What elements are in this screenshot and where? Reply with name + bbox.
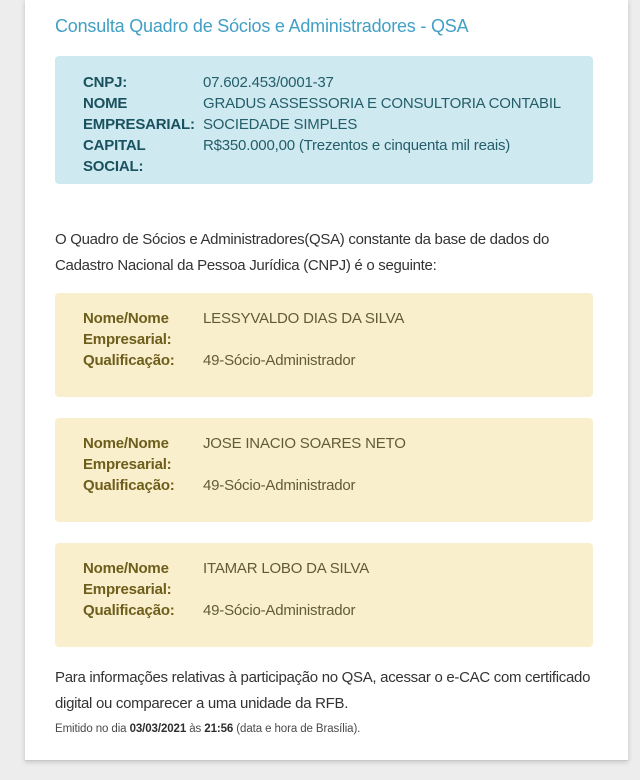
- partner-name-value: ITAMAR LOBO DA SILVA: [203, 560, 370, 577]
- company-name-value: GRADUS ASSESSORIA E CONSULTORIA CONTABIL SOCIEDADE SIMPLES: [203, 95, 561, 133]
- partner-box: [55, 293, 593, 397]
- page-title: Consulta Quadro de Sócios e Administradores - QSA: [55, 16, 469, 36]
- partner-name-label: Nome/Nome Empresarial:: [83, 560, 172, 598]
- intro-paragraph: O Quadro de Sócios e Administradores(QSA) constante da base de dados do Cadastro Nacional da Pessoa Jurídica (CNPJ) é o seguinte:: [55, 231, 550, 274]
- partner-box: [55, 543, 593, 647]
- partner-name-label: Nome/Nome Empresarial:: [83, 435, 172, 473]
- company-name-label: NOME EMPRESARIAL:: [83, 95, 195, 133]
- emission-time: 21:56: [204, 723, 234, 735]
- company-cnpj-label: CNPJ:: [83, 74, 128, 91]
- partner-box: [55, 418, 593, 522]
- partner-qualification-label: Qualificação:: [83, 477, 175, 494]
- partner-qualification-label: Qualificação:: [83, 602, 175, 619]
- partner-grid: [83, 558, 565, 621]
- partner-grid: [83, 433, 565, 496]
- partner-grid: [83, 308, 565, 371]
- emission-connector: às: [186, 723, 205, 735]
- content-card: [25, 0, 628, 761]
- partner-name-label: Nome/Nome Empresarial:: [83, 310, 172, 348]
- company-capital-label: CAPITAL SOCIAL:: [83, 137, 146, 175]
- footer-note: Para informações relativas à participação no QSA, acessar o e-CAC com certificado digital ou comparecer a uma unidade da RFB.: [55, 669, 591, 712]
- emission-date: 03/03/2021: [129, 723, 187, 735]
- emission-suffix: (data e hora de Brasília).: [233, 723, 361, 735]
- company-cnpj-value: 07.602.453/0001-37: [203, 74, 334, 91]
- emission-line: [55, 722, 593, 736]
- partner-qualification-value: 49-Sócio-Administrador: [203, 477, 356, 494]
- emission-prefix: Emitido no dia: [55, 723, 130, 735]
- partner-name-value: LESSYVALDO DIAS DA SILVA: [203, 310, 405, 327]
- company-capital-value: R$350.000,00 (Trezentos e cinquenta mil reais): [203, 137, 511, 154]
- partner-name-value: JOSE INACIO SOARES NETO: [203, 435, 406, 452]
- company-info-box: [55, 56, 593, 184]
- partner-qualification-value: 49-Sócio-Administrador: [203, 602, 356, 619]
- partner-qualification-label: Qualificação:: [83, 352, 175, 369]
- partner-qualification-value: 49-Sócio-Administrador: [203, 352, 356, 369]
- company-info-grid: [83, 72, 565, 177]
